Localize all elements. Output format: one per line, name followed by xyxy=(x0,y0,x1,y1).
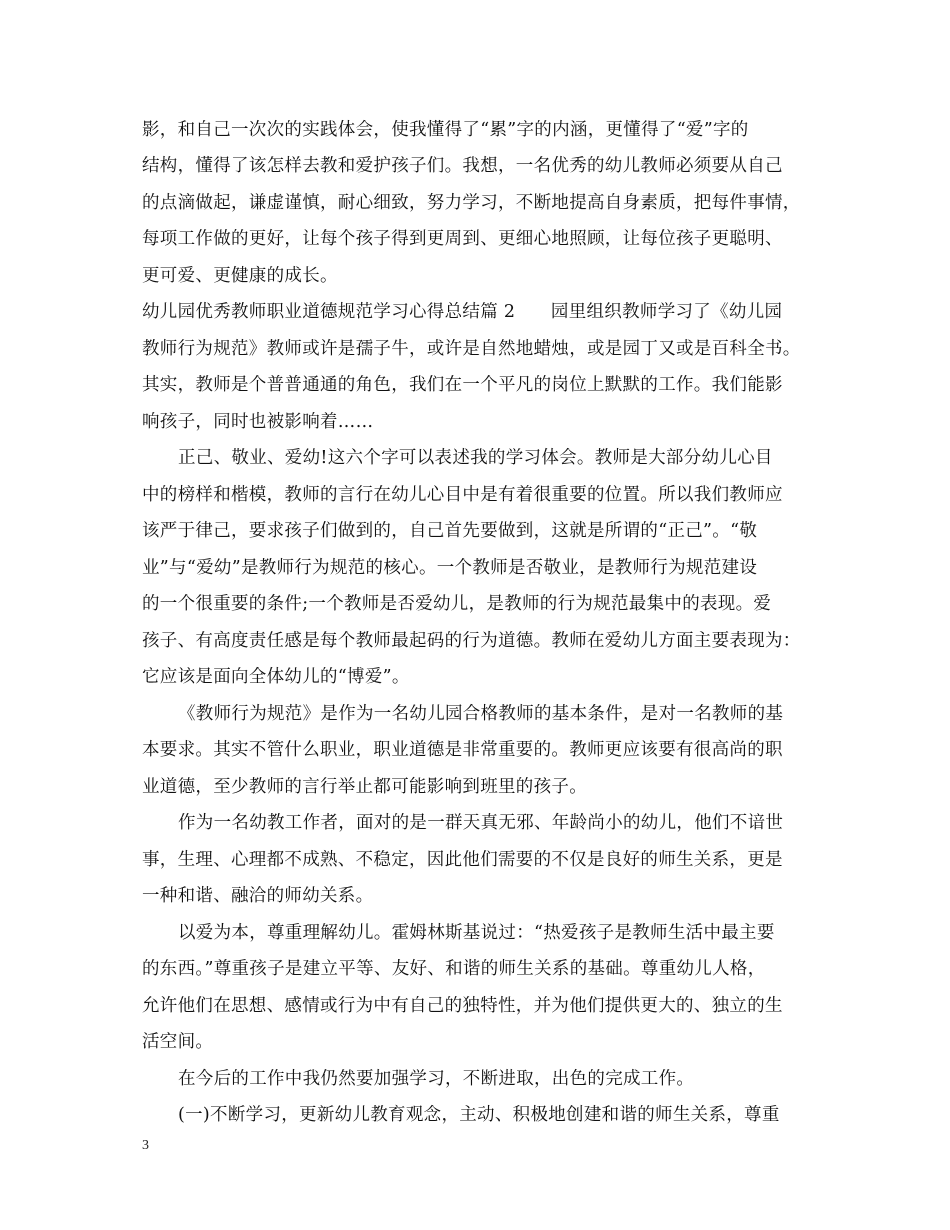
page-number: 3 xyxy=(142,1138,149,1153)
text-line: 在今后的工作中我仍然要加强学习，不断进取，出色的完成工作。 xyxy=(178,1069,695,1089)
text-line: 事，生理、心理都不成熟、不稳定，因此他们需要的不仅是良好的师生关系，更是 xyxy=(142,850,783,870)
section-heading-line: 幼儿园优秀教师职业道德规范学习心得总结篇 2 园里组织教师学习了《幼儿园 xyxy=(142,302,783,322)
text-line: 影，和自己一次次的实践体会，使我懂得了“累”字的内涵，更懂得了“爱”字的 xyxy=(142,120,749,140)
text-line: 一种和谐、融洽的师幼关系。 xyxy=(142,886,374,906)
text-line: (一)不断学习，更新幼儿教育观念，主动、积极地创建和谐的师生关系，尊重 xyxy=(178,1105,780,1125)
text-line: 的点滴做起，谦虚谨慎，耐心细致，努力学习，不断地提高自身素质，把每件事情， xyxy=(142,193,801,213)
text-line: 的东西。”尊重孩子是建立平等、友好、和谐的师生关系的基础。尊重幼儿人格， xyxy=(142,959,766,979)
text-line: 孩子、有高度责任感是每个教师最起码的行为道德。教师在爱幼儿方面主要表现为： xyxy=(142,631,801,651)
text-line: 以爱为本，尊重理解幼儿。霍姆林斯基说过：“热爱孩子是教师生活中最主要 xyxy=(178,923,775,943)
text-line: 结构，懂得了该怎样去教和爱护孩子们。我想，一名优秀的幼儿教师必须要从自己 xyxy=(142,156,783,176)
text-line: 业道德，至少教师的言行举止都可能影响到班里的孩子。 xyxy=(142,777,587,797)
text-line: 本要求。其实不管什么职业，职业道德是非常重要的。教师更应该要有很高尚的职 xyxy=(142,740,783,760)
text-line: 更可爱、更健康的成长。 xyxy=(142,266,338,286)
text-line: 每项工作做的更好，让每个孩子得到更周到、更细心地照顾，让每位孩子更聪明、 xyxy=(142,229,783,249)
text-line: 它应该是面向全体幼儿的“博爱”。 xyxy=(142,667,410,687)
text-line: 该严于律己，要求孩子们做到的，自己首先要做到，这就是所谓的“正己”。“敬 xyxy=(142,521,758,541)
text-line: 的一个很重要的条件;一个教师是否爱幼儿，是教师的行为规范最集中的表现。爱 xyxy=(142,594,772,614)
text-line: 活空间。 xyxy=(142,1032,214,1052)
text-line: 中的榜样和楷模，教师的言行在幼儿心目中是有着很重要的位置。所以我们教师应 xyxy=(142,485,783,505)
text-line: 允许他们在思想、感情或行为中有自己的独特性，并为他们提供更大的、独立的生 xyxy=(142,996,783,1016)
text-line: 《教师行为规范》是作为一名幼儿园合格教师的基本条件，是对一名教师的基 xyxy=(178,704,784,724)
text-line: 响孩子，同时也被影响着…… xyxy=(142,412,374,432)
text-line: 正己、敬业、爱幼!这六个字可以表述我的学习体会。教师是大部分幼儿心目 xyxy=(178,448,773,468)
text-line: 其实，教师是个普普通通的角色，我们在一个平凡的岗位上默默的工作。我们能影 xyxy=(142,375,783,395)
text-line: 业”与“爱幼”是教师行为规范的核心。一个教师是否敬业，是教师行为规范建设 xyxy=(142,558,758,578)
text-line: 作为一名幼教工作者，面对的是一群天真无邪、年龄尚小的幼儿，他们不谙世 xyxy=(178,813,784,833)
text-line: 教师行为规范》教师或许是孺子牛，或许是自然地蜡烛，或是园丁又或是百科全书。 xyxy=(142,339,801,359)
